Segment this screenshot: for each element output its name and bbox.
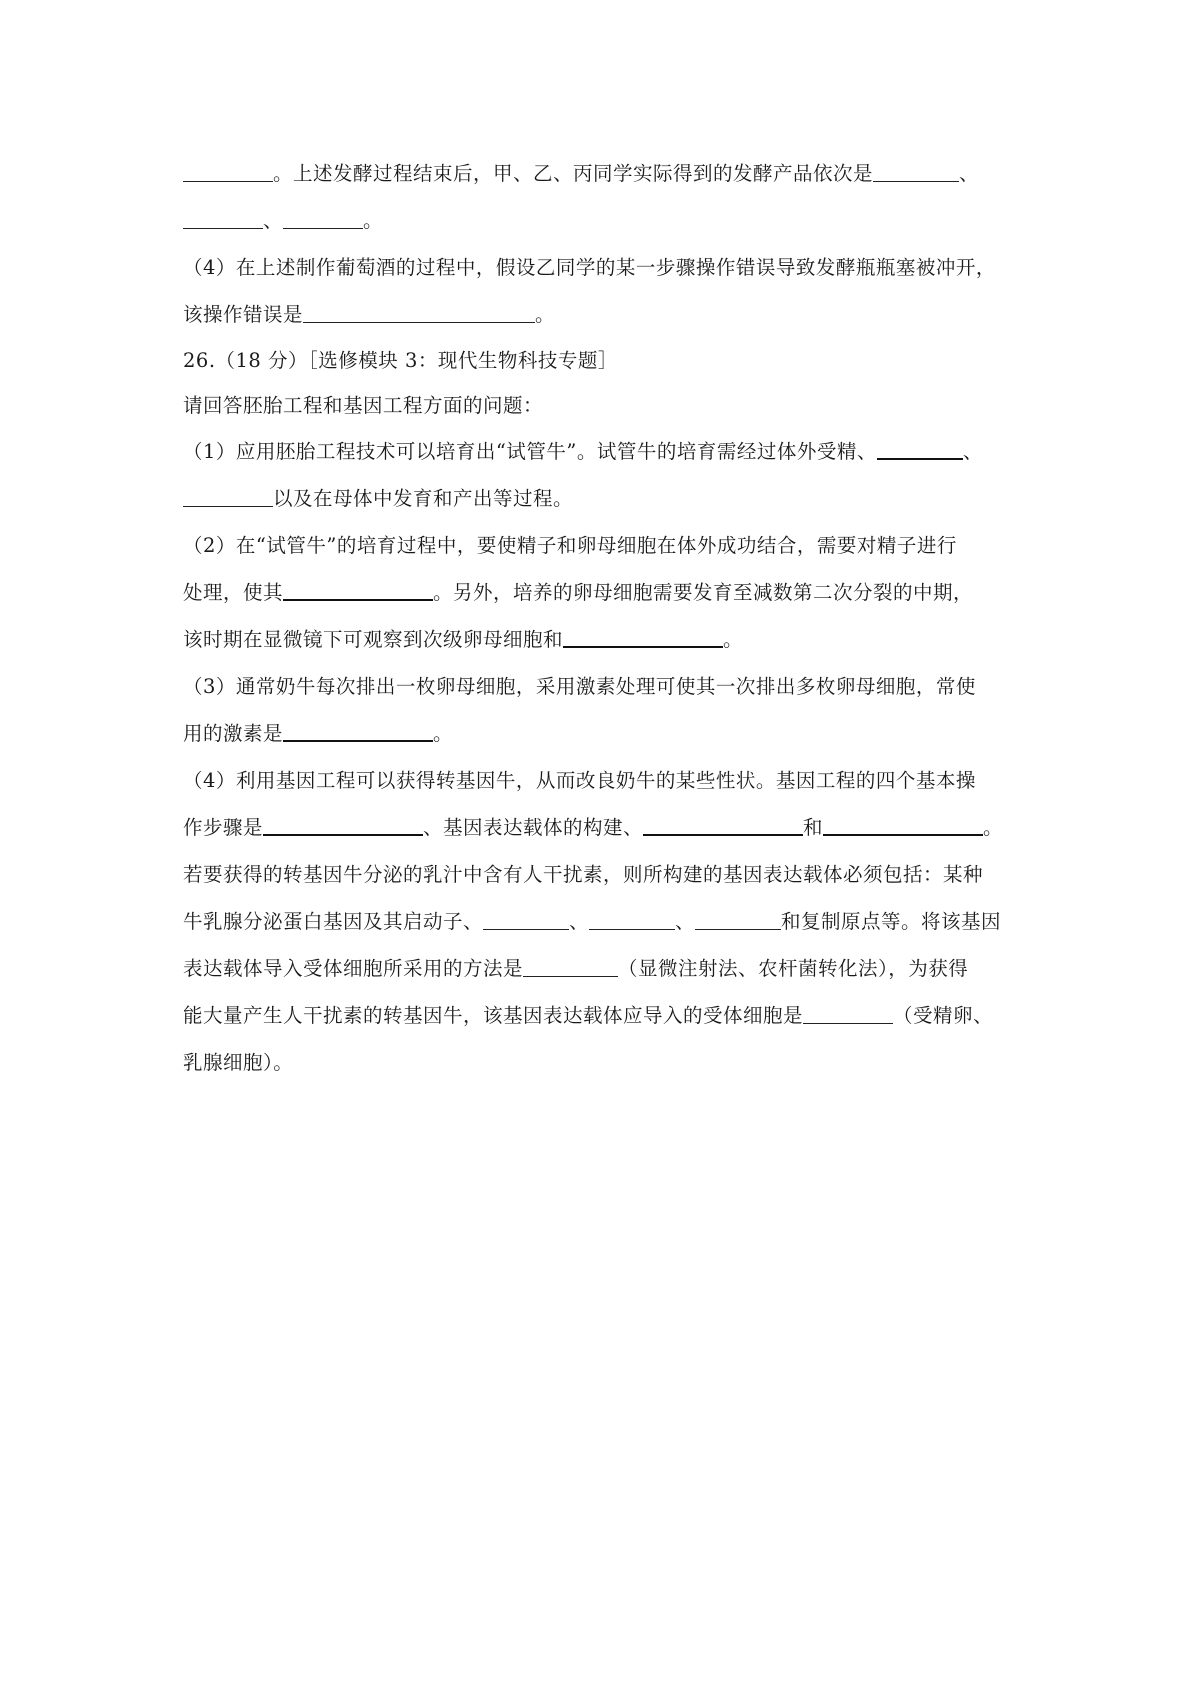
question-heading: 26.（18 分）［选修模块 3：现代生物科技专题］ <box>183 349 618 372</box>
document-page <box>183 150 1023 1086</box>
text-line-14: （4）利用基因工程可以获得转基因牛，从而改良奶牛的某些性状。基因工程的四个基本操 <box>183 769 976 792</box>
text-line-13: 用的激素是 。 <box>183 722 454 745</box>
text-line-18: 表达载体导入受体细胞所采用的方法是 （显微注射法、农杆菌转化法），为获得 <box>183 957 969 980</box>
text-line-17: 牛乳腺分泌蛋白基因及其启动子、 、 、 和复制原点等。将该基因 <box>183 910 1002 933</box>
answer-blank[interactable] <box>283 581 433 601</box>
text-line-4: 该操作错误是 。 <box>183 303 556 326</box>
answer-blank[interactable] <box>263 816 423 836</box>
text-line-15: 作步骤是 、基因表达载体的构建、 和 。 <box>183 816 1004 839</box>
answer-blank[interactable] <box>523 958 618 977</box>
text-line-16: 若要获得的转基因牛分泌的乳汁中含有人干扰素，则所构建的基因表达载体必须包括：某种 <box>183 863 984 886</box>
text-line-8: 以及在母体中发育和产出等过程。 <box>183 475 1023 522</box>
answer-blank[interactable] <box>803 1005 893 1024</box>
answer-blank[interactable] <box>483 911 569 930</box>
text-line-7: （1）应用胚胎工程技术可以培育出“试管牛”。试管牛的培育需经过体外受精、 、 <box>183 440 983 463</box>
answer-blank[interactable] <box>873 163 959 182</box>
text-line-3: （4）在上述制作葡萄酒的过程中，假设乙同学的某一步骤操作错误导致发酵瓶瓶塞被冲开， <box>183 256 996 279</box>
answer-blank[interactable] <box>589 911 675 930</box>
answer-blank[interactable] <box>877 440 963 460</box>
answer-blank[interactable] <box>183 210 263 229</box>
answer-blank[interactable] <box>563 628 723 648</box>
text-line-10: 处理，使其 。另外，培养的卵母细胞需要发育至减数第二次分裂的中期， <box>183 581 974 604</box>
answer-blank[interactable] <box>183 488 273 507</box>
text-line-2: 、 。 <box>183 197 1023 244</box>
answer-blank[interactable] <box>283 722 433 742</box>
text-line-11: 该时期在显微镜下可观察到次级卵母细胞和 。 <box>183 628 744 651</box>
answer-blank[interactable] <box>823 816 983 836</box>
question-intro: 请回答胚胎工程和基因工程方面的问题： <box>183 394 544 417</box>
answer-blank[interactable] <box>183 163 273 182</box>
answer-blank[interactable] <box>643 816 803 836</box>
answer-blank[interactable] <box>283 210 363 229</box>
text-line-9: （2）在“试管牛”的培育过程中，要使精子和卵母细胞在体外成功结合，需要对精子进行 <box>183 534 957 557</box>
answer-blank[interactable] <box>695 911 781 930</box>
text-line-20: 乳腺细胞）。 <box>183 1051 294 1074</box>
answer-blank[interactable] <box>303 304 535 323</box>
text-line-19: 能大量产生人干扰素的转基因牛，该基因表达载体应导入的受体细胞是 （受精卵、 <box>183 1004 994 1027</box>
text-line-12: （3）通常奶牛每次排出一枚卵母细胞，采用激素处理可使其一次排出多枚卵母细胞，常使 <box>183 675 976 698</box>
text-line-1: 。上述发酵过程结束后，甲、乙、丙同学实际得到的发酵产品依次是 、 <box>183 150 1023 197</box>
